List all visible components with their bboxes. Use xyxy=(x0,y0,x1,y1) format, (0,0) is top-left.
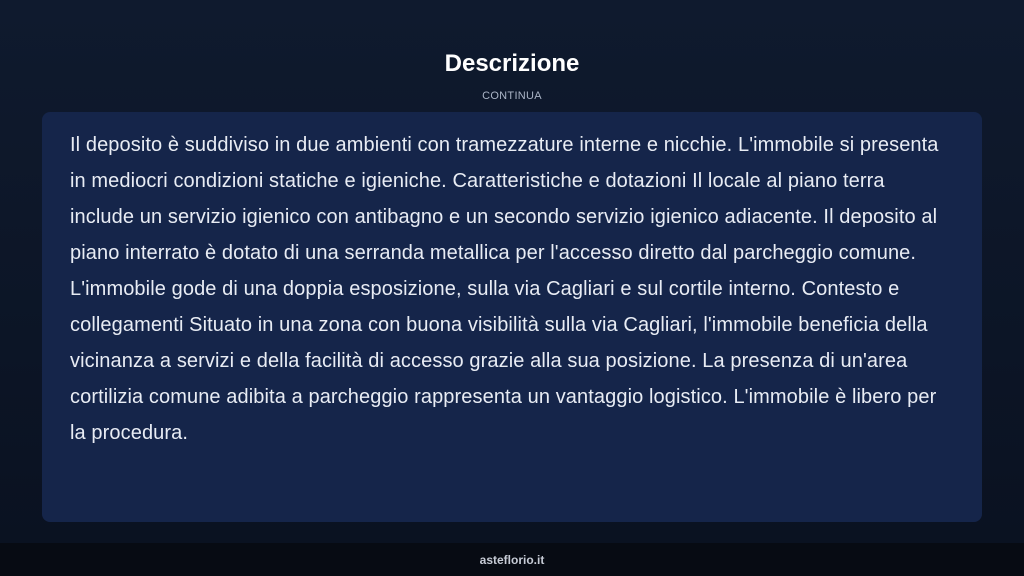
description-card xyxy=(42,112,982,522)
description-text: Il deposito è suddiviso in due ambienti con tramezzature interne e nicchie. L'immobile si presenta in mediocri condizioni statiche e igieniche. Caratteristiche e dotazioni Il locale al piano terra include un servizio igienico con antibagno e un secondo servizio igienico adiacente. Il deposito al piano interrato è dotato di una serranda metallica per l'accesso diretto dal parcheggio comune. L'immobile gode di una doppia esposizione, sulla via Cagliari e sul cortile interno. Contesto e collegamenti Situato in una zona con buona visibilità sulla via Cagliari, l'immobile beneficia della vicinanza a servizi e della facilità di accesso grazie alla sua posizione. La presenza di un'area cortilizia comune adibita a parcheggio rappresenta un vantaggio logistico. L'immobile è libero per la procedura. xyxy=(70,134,939,444)
footer-site-label: asteflorio.it xyxy=(479,553,545,567)
continue-label[interactable]: CONTINUA xyxy=(482,90,542,102)
page-title: Descrizione xyxy=(444,50,580,77)
footer-bar xyxy=(0,543,1024,576)
